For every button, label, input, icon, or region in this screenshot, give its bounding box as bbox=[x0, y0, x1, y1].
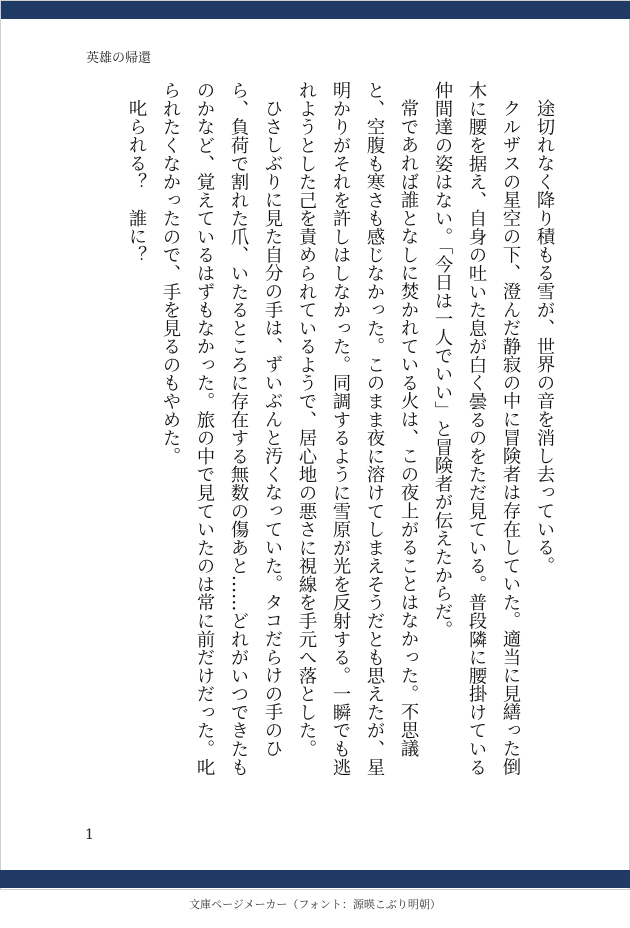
paragraph: ひさしぶりに見た自分の手は、ずいぶんと汚くなっていた。タコだらけの手のひら、負荷で割れた爪、いたるところに存在する無数の傷あと……どれがいつできたものかなど、覚えているはずもなかった。旅の中で見ていたのは常に前だけだった。叱られたくなかったので、手を見るのもやめた。 bbox=[160, 81, 283, 777]
paragraph: 叱られる？ 誰に？ bbox=[126, 99, 147, 264]
page-number: 1 bbox=[85, 827, 94, 843]
body-text bbox=[71, 81, 561, 781]
top-band bbox=[1, 1, 630, 19]
chapter-title: 英雄の帰還 bbox=[86, 51, 152, 66]
paragraph: クルザスの星空の下、澄んだ静寂の中に冒険者は存在していた。適当に見繕った倒木に腰を据え、自身の吐いた息が白く曇るのをただ見ている。普段隣に腰掛けている仲間達の姿はない。「今日は一人でいい」と冒険者が伝えたからだ。 bbox=[432, 81, 521, 777]
footer-credit: 文庫ページメーカー（フォント：源暎こぶり明朝） bbox=[189, 898, 441, 911]
bottom-band bbox=[0, 870, 630, 888]
paragraph: 常であれば誰となしに焚かれている火は、この夜上がることはなかった。不思議と、空腹も寒さも感じなかった。このまま夜に溶けてしまえそうだとも思えたが、星明かりがそれを許しはしなかった。同調するように雪原が光を反射する。一瞬でも逃れようとした己を責められているようで、居心地の悪さに視線を手元へ落とした。 bbox=[296, 81, 419, 777]
paragraph: 途切れなく降り積もる雪が、世界の音を消し去っている。 bbox=[534, 99, 555, 575]
